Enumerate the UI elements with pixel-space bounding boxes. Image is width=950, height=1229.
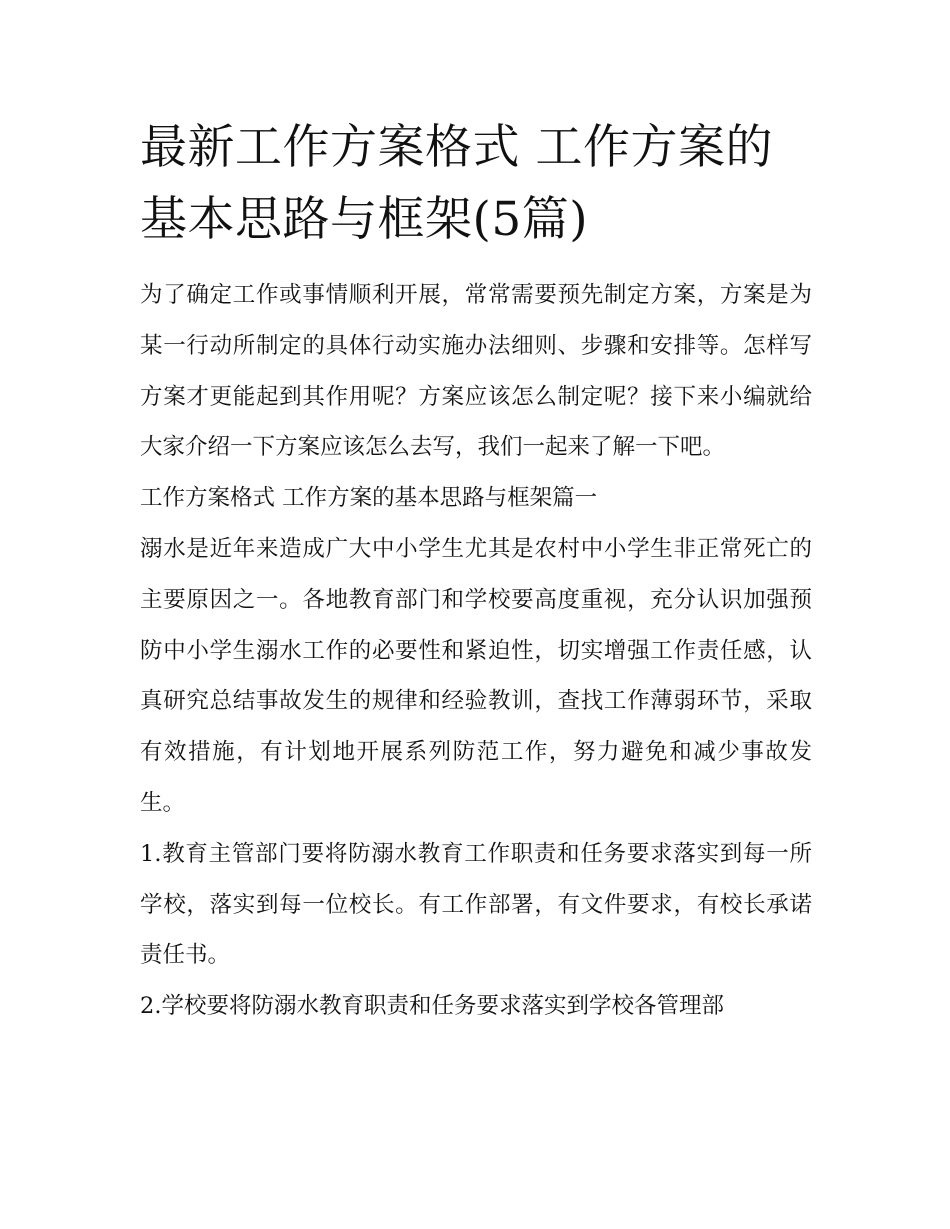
section-paragraph: 溺水是近年来造成广大中小学生尤其是农村中小学生非正常死亡的主要原因之一。各地教育部门和学校要高度重视，充分认识加强预防中小学生溺水工作的必要性和紧迫性，切实增强工作责任感，认真研究总结事故发生的规律和经验教训，查找工作薄弱环节，采取有效措施，有计划地开展系列防范工作，努力避免和减少事故发生。	[140, 535, 812, 816]
list-item-1: 1.教育主管部门要将防溺水教育工作职责和任务要求落实到每一所学校，落实到每一位校长。有工作部署，有文件要求，有校长承诺责任书。	[140, 840, 812, 969]
document-body	[140, 112, 812, 1032]
intro-paragraph: 为了确定工作或事情顺利开展，常常需要预先制定方案，方案是为某一行动所制定的具体行动实施办法细则、步骤和安排等。怎样写方案才更能起到其作用呢？方案应该怎么制定呢？接下来小编就给大家介绍一下方案应该怎么去写，我们一起来了解一下吧。	[140, 282, 812, 461]
list-item-2: 2.学校要将防溺水教育职责和任务要求落实到学校各管理部	[140, 993, 724, 1020]
document-title: 最新工作方案格式 工作方案的基本思路与框架(5篇)	[140, 120, 773, 247]
section-heading: 工作方案格式 工作方案的基本思路与框架篇一	[140, 485, 598, 512]
